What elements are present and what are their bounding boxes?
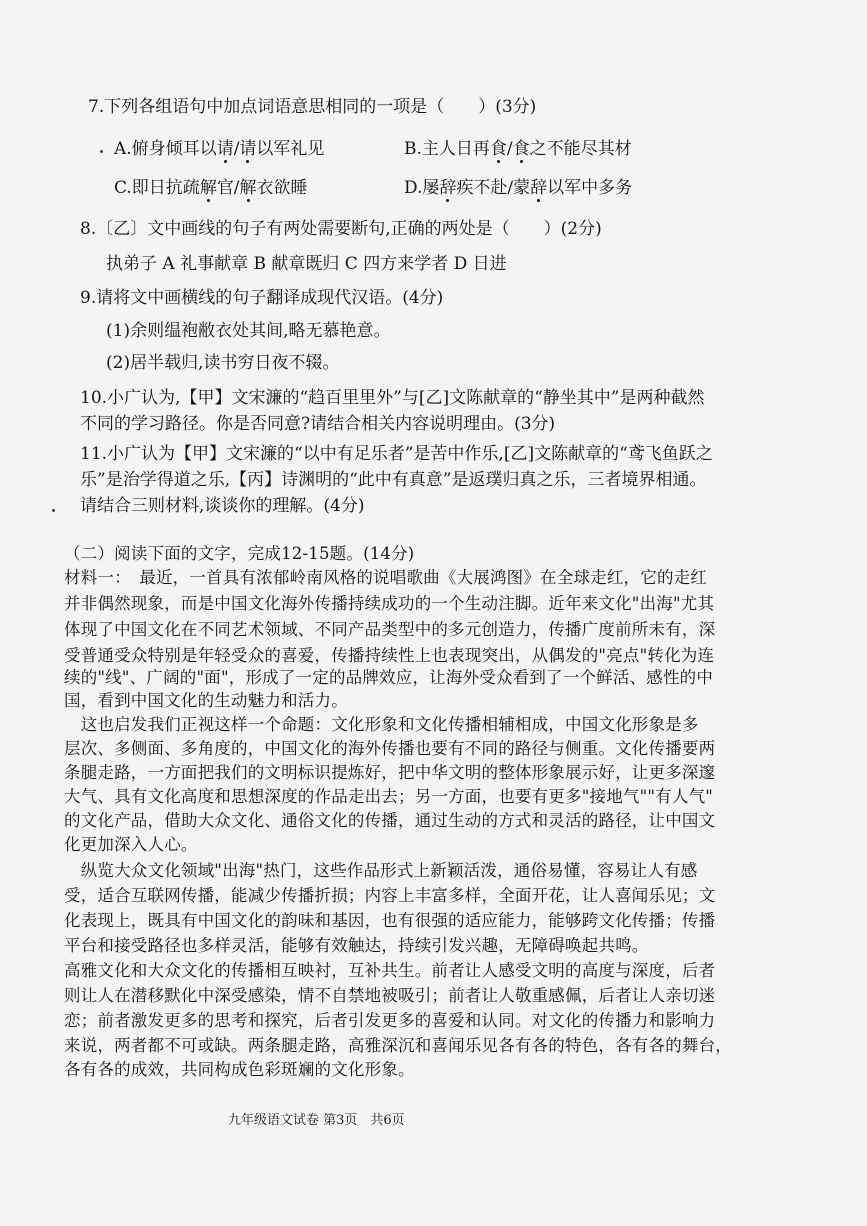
- q7-d-dotted-word: 辞: [439, 178, 457, 198]
- passage-line: 纵览大众文化领域"出海"热门，这些作品形式上新颖活泼，通俗易懂，容易让人有感: [64, 861, 698, 880]
- passage-line: 则让人在潜移默化中深受感染，情不自禁地被吸引；前者让人敬重感佩，后者让人亲切迷: [64, 986, 716, 1005]
- q7-c-text: 衣欲睡: [256, 178, 308, 198]
- passage-line: 受，适合互联网传播，能减少传播折损；内容上丰富多样，全面开花，让人喜闻乐见；文: [64, 886, 716, 905]
- q7-stem: 7.下列各组语句中加点词语意思相同的一项是（ ）(3分): [88, 97, 537, 117]
- scan-speck: [100, 150, 103, 153]
- q10-line-2: 不同的学习路径。你是否同意?请结合相关内容说明理由。(3分): [80, 414, 556, 434]
- q7-c-dotted-word: 解: [199, 178, 217, 198]
- q7-a-text: A.俯身倾耳以: [114, 139, 217, 159]
- q7-a-dotted-word: 请: [239, 139, 257, 159]
- passage-line: 并非偶然现象，而是中国文化海外传播持续成功的一个生动注脚。近年来文化"出海"尤其: [64, 594, 715, 613]
- q7-b-dotted-word: 食: [489, 139, 507, 159]
- q9-stem: 9.请将文中画横线的句子翻译成现代汉语。(4分): [80, 288, 444, 308]
- passage-line: 平台和接受路径也多样灵活，能够有效触达，持续引发兴趣，无障碍唤起共鸣。: [64, 936, 649, 955]
- q7-d-dotted-word: 辞: [530, 178, 548, 198]
- q7-option-b: [404, 138, 632, 160]
- q7-option-c: [114, 177, 308, 199]
- passage-line: 条腿走路，一方面把我们的文明标识提炼好，把中华文明的整体形象展示好，让更多深邃: [64, 763, 716, 782]
- q7-option-d: [404, 177, 632, 199]
- page-footer: 九年级语文试卷 第3页 共6页: [228, 1113, 405, 1128]
- passage-line: 受普通受众特别是年轻受众的喜爱，传播持续性上也表现突出，从偶发的"亮点"转化为连: [64, 646, 715, 665]
- passage-line: 层次、多侧面、多角度的，中国文化的海外传播也要有不同的路径与侧重。文化传播要两: [64, 739, 716, 758]
- passage-line: 材料一： 最近，一首具有浓郁岭南风格的说唱歌曲《大展鸿图》在全球走红，它的走红: [64, 568, 708, 587]
- passage-line: 这也启发我们正视这样一个命题：文化形象和文化传播相辅相成，中国文化形象是多: [64, 715, 699, 734]
- q7-a-text: 以军礼见: [256, 139, 325, 159]
- q7-a-sep: /: [233, 139, 240, 159]
- passage-line: 高雅文化和大众文化的传播相互映衬，互补共生。前者让人感受文明的高度与深度，后者: [64, 961, 716, 980]
- passage-line: 大气、具有文化高度和思想深度的作品走出去；另一方面，也要有更多"接地气""有人气": [64, 787, 714, 806]
- q7-b-text: B.主人日再: [404, 139, 490, 159]
- q7-option-a: [114, 138, 324, 160]
- q7-b-sep: /: [506, 139, 513, 159]
- q11-line-3: 请结合三则材料,谈谈你的理解。(4分): [80, 496, 365, 516]
- q7-c-text: C.即日抗疏: [114, 178, 200, 198]
- passage-line: 体现了中国文化在不同艺术领域、不同产品类型中的多元创造力，传播广度前所未有，深: [64, 620, 716, 639]
- q7-c-dotted-word: 解: [239, 178, 257, 198]
- q8-stem: 8.〔乙〕文中画线的句子有两处需要断句,正确的两处是（ ）(2分): [80, 219, 602, 239]
- q7-a-dotted-word: 请: [216, 139, 234, 159]
- passage-line: 续的"线"、广阔的"面"，形成了一定的品牌效应，让海外受众看到了一个鲜活、感性的中: [64, 668, 714, 687]
- passage-line: 来说，两者都不可或缺。两条腿走路，高雅深沉和喜闻乐见各有各的特色，各有各的舞台，: [64, 1036, 732, 1055]
- q7-b-dotted-word: 食: [512, 139, 530, 159]
- section2-heading: （二）阅读下面的文字，完成12-15题。(14分): [64, 544, 415, 563]
- scan-speck: [52, 509, 55, 512]
- q7-c-sep: 官/: [216, 178, 240, 198]
- q7-d-text: 以军中多务: [547, 178, 633, 198]
- q9-sentence-2: (2)居半载归,读书穷日夜不辍。: [106, 353, 340, 373]
- q8-options: 执弟子 A 礼事献章 B 献章既归 C 四方来学者 D 日进: [106, 254, 507, 274]
- q10-line-1: 10.小广认为,【甲】文宋濂的“趋百里里外”与[乙]文陈献章的“静坐其中”是两种截然: [80, 388, 705, 408]
- q7-b-text: 之不能尽其材: [529, 139, 632, 159]
- q9-sentence-1: (1)余则缊袍敝衣处其间,略无慕艳意。: [106, 321, 391, 341]
- passage-line: 化表现上，既具有中国文化的韵味和基因，也有很强的适应能力，能够跨文化传播；传播: [64, 911, 716, 930]
- passage-line: 恋；前者激发更多的思考和探究，后者引发更多的喜爱和认同。对文化的传播力和影响力: [64, 1011, 716, 1030]
- q7-d-sep: 疾不赴/蒙: [456, 178, 531, 198]
- passage-line: 国，看到中国文化的生动魅力和活力。: [64, 691, 348, 710]
- q11-line-2: 乐”是治学得道之乐,【丙】诗渊明的“此中有真意”是返璞归真之乐，三者境界相通。: [80, 470, 707, 490]
- passage-line: 的文化产品，借助大众文化、通俗文化的传播，通过生动的方式和灵活的路径，让中国文: [64, 811, 716, 830]
- passage-line: 各有各的成效，共同构成色彩斑斓的文化形象。: [64, 1060, 415, 1079]
- q11-line-1: 11.小广认为【甲】文宋濂的“以中有足乐者”是苦中作乐,[乙]文陈献章的“鸢飞鱼跃之: [80, 444, 713, 464]
- passage-line: 化更加深入人心。: [64, 835, 198, 854]
- q7-d-text: D.屡: [404, 178, 440, 198]
